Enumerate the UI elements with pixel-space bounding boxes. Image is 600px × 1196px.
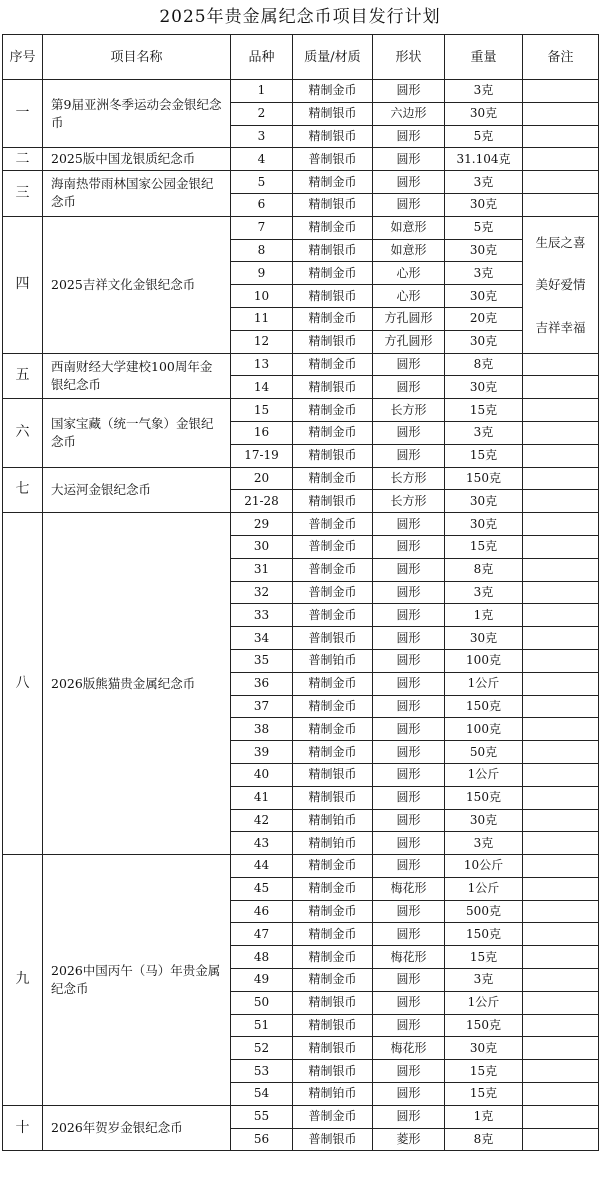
cell-shape: 长方形	[373, 490, 445, 513]
cell-shape: 圆形	[373, 421, 445, 444]
cell-shape: 长方形	[373, 399, 445, 422]
cell-shape: 梅花形	[373, 946, 445, 969]
cell-note-empty	[523, 1105, 599, 1128]
cell-shape: 心形	[373, 285, 445, 308]
cell-variety: 29	[231, 513, 293, 536]
cell-note-empty	[523, 513, 599, 536]
cell-quality: 精制金币	[293, 946, 373, 969]
cell-note-empty	[523, 1060, 599, 1083]
cell-shape: 圆形	[373, 923, 445, 946]
cell-variety: 53	[231, 1060, 293, 1083]
cell-quality: 精制银币	[293, 444, 373, 467]
cell-shape: 圆形	[373, 125, 445, 148]
cell-weight: 500克	[445, 900, 523, 923]
cell-note-empty	[523, 923, 599, 946]
cell-variety: 50	[231, 991, 293, 1014]
cell-variety: 47	[231, 923, 293, 946]
cell-shape: 圆形	[373, 786, 445, 809]
cell-quality: 精制银币	[293, 1014, 373, 1037]
cell-quality: 精制金币	[293, 421, 373, 444]
cell-shape: 圆形	[373, 649, 445, 672]
cell-variety: 21-28	[231, 490, 293, 513]
cell-weight: 3克	[445, 832, 523, 855]
cell-variety: 40	[231, 763, 293, 786]
cell-note-empty	[523, 1037, 599, 1060]
cell-weight: 30克	[445, 376, 523, 399]
cell-note-empty	[523, 672, 599, 695]
cell-shape: 圆形	[373, 535, 445, 558]
cell-variety: 32	[231, 581, 293, 604]
cell-weight: 3克	[445, 262, 523, 285]
cell-weight: 30克	[445, 239, 523, 262]
cell-weight: 8克	[445, 353, 523, 376]
table-row	[3, 467, 599, 490]
table-row	[3, 216, 599, 239]
cell-weight: 30克	[445, 193, 523, 216]
cell-shape: 圆形	[373, 1060, 445, 1083]
cell-note-empty	[523, 832, 599, 855]
cell-weight: 50克	[445, 741, 523, 764]
table-row	[3, 1105, 599, 1128]
cell-seq: 三	[3, 171, 43, 217]
cell-note-empty	[523, 741, 599, 764]
cell-shape: 菱形	[373, 1128, 445, 1151]
cell-shape: 圆形	[373, 1014, 445, 1037]
cell-variety: 41	[231, 786, 293, 809]
cell-variety: 38	[231, 718, 293, 741]
cell-shape: 圆形	[373, 513, 445, 536]
cell-variety: 48	[231, 946, 293, 969]
cell-project-name: 2026年贺岁金银纪念币	[43, 1105, 231, 1151]
cell-variety: 17-19	[231, 444, 293, 467]
cell-variety: 51	[231, 1014, 293, 1037]
note-item: 美好爱情	[535, 277, 586, 293]
cell-note-empty	[523, 80, 599, 103]
cell-variety: 9	[231, 262, 293, 285]
cell-weight: 8克	[445, 558, 523, 581]
table-body	[3, 80, 599, 1151]
cell-weight: 15克	[445, 399, 523, 422]
table-row	[3, 80, 599, 103]
header-name: 项目名称	[43, 35, 231, 80]
cell-note-empty	[523, 877, 599, 900]
cell-weight: 15克	[445, 535, 523, 558]
cell-shape: 圆形	[373, 718, 445, 741]
header-seq: 序号	[3, 35, 43, 80]
header-quality: 质量/材质	[293, 35, 373, 80]
cell-shape: 圆形	[373, 80, 445, 103]
table-row	[3, 171, 599, 194]
cell-variety: 33	[231, 604, 293, 627]
cell-note-empty	[523, 558, 599, 581]
cell-shape: 梅花形	[373, 1037, 445, 1060]
cell-shape: 圆形	[373, 604, 445, 627]
cell-quality: 普制金币	[293, 513, 373, 536]
cell-shape: 梅花形	[373, 877, 445, 900]
cell-quality: 精制金币	[293, 216, 373, 239]
cell-variety: 5	[231, 171, 293, 194]
cell-weight: 100克	[445, 718, 523, 741]
cell-shape: 圆形	[373, 581, 445, 604]
header-note: 备注	[523, 35, 599, 80]
cell-project-name: 2025吉祥文化金银纪念币	[43, 216, 231, 353]
cell-note-empty	[523, 855, 599, 878]
cell-shape: 圆形	[373, 969, 445, 992]
cell-shape: 圆形	[373, 809, 445, 832]
cell-weight: 30克	[445, 627, 523, 650]
cell-quality: 精制金币	[293, 900, 373, 923]
cell-weight: 1公斤	[445, 672, 523, 695]
cell-note-empty	[523, 125, 599, 148]
cell-quality: 精制金币	[293, 923, 373, 946]
cell-note-empty	[523, 376, 599, 399]
cell-project-name: 2026中国丙午（马）年贵金属纪念币	[43, 855, 231, 1106]
cell-note-empty	[523, 718, 599, 741]
cell-note-empty	[523, 353, 599, 376]
cell-shape: 圆形	[373, 376, 445, 399]
cell-shape: 如意形	[373, 239, 445, 262]
cell-note-empty	[523, 1014, 599, 1037]
cell-seq: 九	[3, 855, 43, 1106]
cell-weight: 15克	[445, 444, 523, 467]
cell-quality: 精制银币	[293, 490, 373, 513]
cell-weight: 8克	[445, 1128, 523, 1151]
cell-project-name: 西南财经大学建校100周年金银纪念币	[43, 353, 231, 399]
cell-project-name: 海南热带雨林国家公园金银纪念币	[43, 171, 231, 217]
cell-quality: 精制金币	[293, 399, 373, 422]
cell-project-name: 2026版熊猫贵金属纪念币	[43, 513, 231, 855]
cell-quality: 精制银币	[293, 376, 373, 399]
cell-weight: 5克	[445, 216, 523, 239]
table-row	[3, 148, 599, 171]
cell-weight: 30克	[445, 285, 523, 308]
cell-quality: 精制银币	[293, 125, 373, 148]
cell-note-empty	[523, 991, 599, 1014]
cell-weight: 150克	[445, 1014, 523, 1037]
cell-variety: 44	[231, 855, 293, 878]
cell-project-name: 第9届亚洲冬季运动会金银纪念币	[43, 80, 231, 148]
cell-weight: 20克	[445, 307, 523, 330]
cell-variety: 56	[231, 1128, 293, 1151]
cell-quality: 精制金币	[293, 877, 373, 900]
cell-weight: 150克	[445, 923, 523, 946]
cell-variety: 45	[231, 877, 293, 900]
cell-weight: 15克	[445, 1060, 523, 1083]
cell-quality: 精制银币	[293, 102, 373, 125]
cell-seq: 五	[3, 353, 43, 399]
cell-weight: 15克	[445, 946, 523, 969]
cell-variety: 52	[231, 1037, 293, 1060]
cell-quality: 精制银币	[293, 763, 373, 786]
cell-quality: 精制金币	[293, 741, 373, 764]
cell-note	[523, 216, 599, 353]
cell-weight: 1公斤	[445, 763, 523, 786]
cell-weight: 31.104克	[445, 148, 523, 171]
cell-quality: 精制金币	[293, 262, 373, 285]
cell-shape: 圆形	[373, 353, 445, 376]
issuance-plan-table	[2, 34, 599, 1151]
cell-seq: 四	[3, 216, 43, 353]
cell-variety: 30	[231, 535, 293, 558]
cell-project-name: 大运河金银纪念币	[43, 467, 231, 513]
cell-variety: 7	[231, 216, 293, 239]
cell-note-empty	[523, 171, 599, 194]
cell-quality: 精制金币	[293, 672, 373, 695]
cell-seq: 十	[3, 1105, 43, 1151]
cell-note-empty	[523, 627, 599, 650]
cell-quality: 精制金币	[293, 353, 373, 376]
cell-quality: 精制银币	[293, 1060, 373, 1083]
cell-quality: 精制银币	[293, 330, 373, 353]
cell-variety: 16	[231, 421, 293, 444]
cell-quality: 精制银币	[293, 285, 373, 308]
cell-weight: 30克	[445, 102, 523, 125]
cell-weight: 1克	[445, 604, 523, 627]
cell-variety: 37	[231, 695, 293, 718]
cell-shape: 圆形	[373, 832, 445, 855]
cell-quality: 普制金币	[293, 604, 373, 627]
cell-shape: 圆形	[373, 558, 445, 581]
cell-seq: 一	[3, 80, 43, 148]
cell-weight: 1克	[445, 1105, 523, 1128]
cell-note-empty	[523, 1128, 599, 1151]
cell-variety: 34	[231, 627, 293, 650]
cell-weight: 3克	[445, 171, 523, 194]
cell-weight: 3克	[445, 421, 523, 444]
cell-weight: 3克	[445, 80, 523, 103]
cell-shape: 圆形	[373, 444, 445, 467]
cell-quality: 精制金币	[293, 969, 373, 992]
cell-shape: 圆形	[373, 193, 445, 216]
cell-shape: 圆形	[373, 695, 445, 718]
cell-variety: 12	[231, 330, 293, 353]
cell-quality: 精制金币	[293, 80, 373, 103]
cell-quality: 精制银币	[293, 786, 373, 809]
cell-seq: 六	[3, 399, 43, 467]
cell-note-empty	[523, 900, 599, 923]
cell-variety: 10	[231, 285, 293, 308]
cell-weight: 30克	[445, 490, 523, 513]
cell-quality: 精制金币	[293, 718, 373, 741]
cell-seq: 二	[3, 148, 43, 171]
cell-weight: 30克	[445, 513, 523, 536]
cell-note-empty	[523, 786, 599, 809]
cell-shape: 圆形	[373, 741, 445, 764]
cell-shape: 圆形	[373, 171, 445, 194]
cell-quality: 普制金币	[293, 535, 373, 558]
cell-quality: 精制金币	[293, 695, 373, 718]
cell-variety: 4	[231, 148, 293, 171]
cell-weight: 30克	[445, 809, 523, 832]
cell-shape: 方孔圆形	[373, 330, 445, 353]
cell-shape: 圆形	[373, 900, 445, 923]
cell-quality: 精制金币	[293, 855, 373, 878]
cell-weight: 1公斤	[445, 877, 523, 900]
cell-weight: 15克	[445, 1083, 523, 1106]
cell-note-empty	[523, 649, 599, 672]
cell-shape: 圆形	[373, 148, 445, 171]
cell-variety: 15	[231, 399, 293, 422]
cell-weight: 1公斤	[445, 991, 523, 1014]
cell-weight: 100克	[445, 649, 523, 672]
cell-variety: 39	[231, 741, 293, 764]
cell-quality: 精制铂币	[293, 809, 373, 832]
cell-weight: 150克	[445, 786, 523, 809]
cell-quality: 普制银币	[293, 1128, 373, 1151]
cell-shape: 心形	[373, 262, 445, 285]
cell-quality: 精制银币	[293, 239, 373, 262]
cell-variety: 6	[231, 193, 293, 216]
cell-variety: 3	[231, 125, 293, 148]
table-row	[3, 513, 599, 536]
cell-shape: 圆形	[373, 627, 445, 650]
cell-variety: 55	[231, 1105, 293, 1128]
cell-note-empty	[523, 604, 599, 627]
cell-quality: 精制金币	[293, 171, 373, 194]
cell-note-empty	[523, 193, 599, 216]
cell-variety: 36	[231, 672, 293, 695]
cell-variety: 42	[231, 809, 293, 832]
cell-shape: 六边形	[373, 102, 445, 125]
cell-shape: 圆形	[373, 991, 445, 1014]
cell-project-name: 国家宝藏（统一气象）金银纪念币	[43, 399, 231, 467]
cell-shape: 圆形	[373, 855, 445, 878]
cell-weight: 3克	[445, 969, 523, 992]
cell-note-empty	[523, 399, 599, 422]
header-row	[3, 35, 599, 80]
cell-shape: 如意形	[373, 216, 445, 239]
cell-note-empty	[523, 444, 599, 467]
cell-variety: 31	[231, 558, 293, 581]
cell-variety: 35	[231, 649, 293, 672]
header-weight: 重量	[445, 35, 523, 80]
cell-weight: 3克	[445, 581, 523, 604]
header-variety: 品种	[231, 35, 293, 80]
cell-variety: 8	[231, 239, 293, 262]
cell-quality: 普制金币	[293, 581, 373, 604]
cell-variety: 54	[231, 1083, 293, 1106]
cell-note-empty	[523, 969, 599, 992]
cell-note-empty	[523, 581, 599, 604]
cell-variety: 13	[231, 353, 293, 376]
cell-weight: 30克	[445, 330, 523, 353]
cell-quality: 普制银币	[293, 627, 373, 650]
cell-quality: 普制银币	[293, 148, 373, 171]
cell-note-empty	[523, 763, 599, 786]
cell-variety: 11	[231, 307, 293, 330]
cell-variety: 49	[231, 969, 293, 992]
cell-note-empty	[523, 102, 599, 125]
cell-weight: 150克	[445, 695, 523, 718]
cell-variety: 1	[231, 80, 293, 103]
cell-variety: 43	[231, 832, 293, 855]
cell-variety: 2	[231, 102, 293, 125]
cell-shape: 长方形	[373, 467, 445, 490]
cell-variety: 14	[231, 376, 293, 399]
cell-quality: 精制金币	[293, 467, 373, 490]
cell-shape: 圆形	[373, 763, 445, 786]
cell-note-empty	[523, 421, 599, 444]
cell-variety: 20	[231, 467, 293, 490]
cell-note-empty	[523, 535, 599, 558]
cell-shape: 圆形	[373, 1105, 445, 1128]
cell-shape: 方孔圆形	[373, 307, 445, 330]
cell-weight: 150克	[445, 467, 523, 490]
table-row	[3, 855, 599, 878]
page-title: 2025年贵金属纪念币项目发行计划	[159, 7, 441, 27]
cell-note-empty	[523, 809, 599, 832]
cell-quality: 普制金币	[293, 1105, 373, 1128]
note-item: 生辰之喜	[535, 234, 586, 250]
cell-quality: 精制铂币	[293, 1083, 373, 1106]
note-list	[523, 221, 598, 349]
cell-note-empty	[523, 1083, 599, 1106]
cell-quality: 普制金币	[293, 558, 373, 581]
cell-note-empty	[523, 490, 599, 513]
cell-seq: 七	[3, 467, 43, 513]
cell-quality: 精制银币	[293, 1037, 373, 1060]
cell-quality: 精制银币	[293, 193, 373, 216]
cell-seq: 八	[3, 513, 43, 855]
cell-weight: 5克	[445, 125, 523, 148]
cell-quality: 精制铂币	[293, 832, 373, 855]
cell-note-empty	[523, 946, 599, 969]
cell-quality: 精制金币	[293, 307, 373, 330]
cell-project-name: 2025版中国龙银质纪念币	[43, 148, 231, 171]
cell-note-empty	[523, 148, 599, 171]
header-shape: 形状	[373, 35, 445, 80]
note-item: 吉祥幸福	[535, 319, 586, 335]
cell-shape: 圆形	[373, 672, 445, 695]
cell-note-empty	[523, 467, 599, 490]
table-row	[3, 399, 599, 422]
cell-weight: 10公斤	[445, 855, 523, 878]
cell-shape: 圆形	[373, 1083, 445, 1106]
cell-quality: 普制铂币	[293, 649, 373, 672]
cell-note-empty	[523, 695, 599, 718]
cell-quality: 精制银币	[293, 991, 373, 1014]
cell-variety: 46	[231, 900, 293, 923]
cell-weight: 30克	[445, 1037, 523, 1060]
table-row	[3, 353, 599, 376]
